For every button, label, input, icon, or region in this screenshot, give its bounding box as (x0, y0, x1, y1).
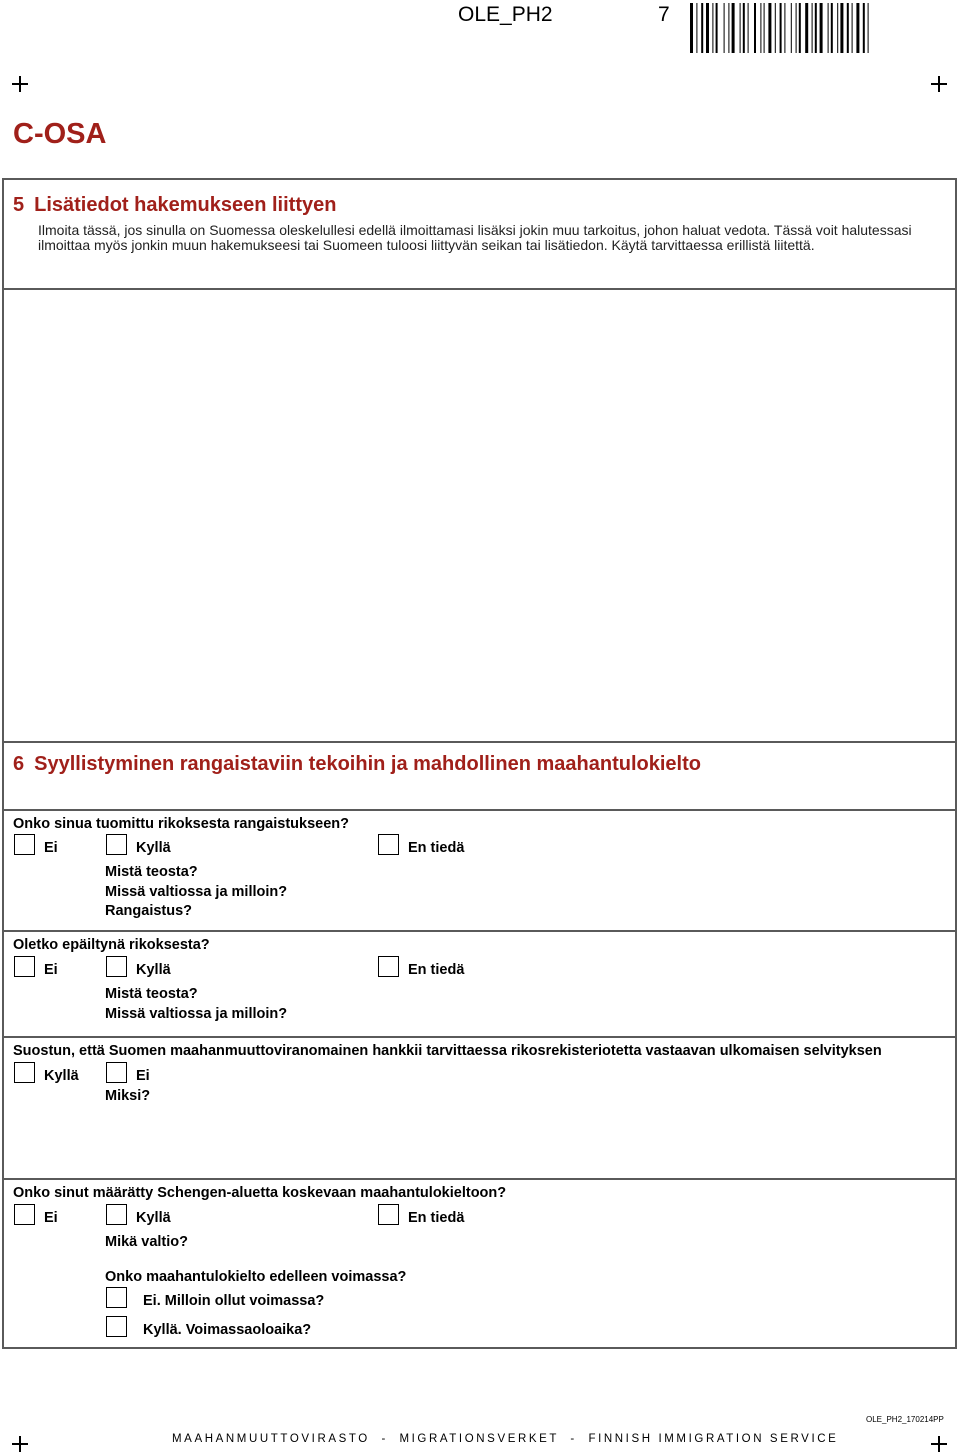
q4-still-valid-question: Onko maahantulokielto edelleen voimassa? (105, 1269, 407, 1285)
q4-still-valid-no-checkbox[interactable] (106, 1287, 127, 1308)
q3-question: Suostun, että Suomen maahanmuuttoviranomainen hankkii tarvittaessa rikosrekisteriotetta vastaavan ulkomaisen selvityksen (13, 1043, 882, 1059)
q1-unknown-label: En tiedä (408, 840, 465, 856)
section5-description: Ilmoita tässä, jos sinulla on Suomessa oleskelullesi edellä ilmoittamasi lisäksi jokin muu tarkoitus, johon haluat vedota. Tässä voit halutessasi ilmoittaa myös jonkin muun hakemukseesi tai Suomeen tuloosi liittyvän seikan tai lisätiedon. Käytä tarvittaessa erillistä liitettä. (38, 222, 912, 253)
section5-number: 5 (13, 194, 25, 216)
q4-no-label: Ei (44, 1210, 58, 1226)
part-title: C-OSA (13, 118, 107, 150)
q2-yes-checkbox[interactable] (106, 956, 127, 977)
q4-yes-checkbox[interactable] (106, 1204, 127, 1225)
q2-unknown-checkbox[interactable] (378, 956, 399, 977)
footer-agency: MAAHANMUUTTOVIRASTO - MIGRATIONSVERKET - FINNISH IMMIGRATION SERVICE (172, 1433, 839, 1445)
q3-yes-label: Kyllä (44, 1068, 79, 1084)
q3-no-label: Ei (136, 1068, 150, 1084)
q3-no-checkbox[interactable] (106, 1062, 127, 1083)
section6-title-text: Syyllistyminen rangaistaviin tekoihin ja mahdollinen maahantulokielto (34, 753, 701, 775)
q4-country-label: Mikä valtio? (105, 1234, 188, 1250)
registration-mark-icon (12, 1436, 28, 1452)
q1-penalty-label: Rangaistus? (105, 903, 193, 919)
section5-title-text: Lisätiedot hakemukseen liittyen (34, 194, 337, 216)
page-number: 7 (658, 3, 670, 26)
section5-text-area[interactable] (2, 288, 957, 743)
q4-unknown-checkbox[interactable] (378, 1204, 399, 1225)
q1-question: Onko sinua tuomittu rikoksesta rangaistukseen? (13, 816, 349, 832)
q1-no-checkbox[interactable] (14, 834, 35, 855)
q1-yes-checkbox[interactable] (106, 834, 127, 855)
q4-still-valid-no-label: Ei. Milloin ollut voimassa? (143, 1293, 325, 1309)
barcode-icon (690, 3, 922, 53)
q4-still-valid-yes-label: Kyllä. Voimassaoloaika? (143, 1322, 312, 1338)
q4-question: Onko sinut määrätty Schengen-aluetta koskevaan maahantulokieltoon? (13, 1185, 507, 1201)
q2-country-date-label: Missä valtiossa ja milloin? (105, 1006, 288, 1022)
q2-no-label: Ei (44, 962, 58, 978)
section5-title (13, 194, 336, 217)
section6-header-box (2, 741, 957, 811)
q2-offense-label: Mistä teosta? (105, 986, 198, 1002)
q4-unknown-label: En tiedä (408, 1210, 465, 1226)
q4-still-valid-yes-checkbox[interactable] (106, 1316, 127, 1337)
q1-unknown-checkbox[interactable] (378, 834, 399, 855)
q2-question: Oletko epäiltynä rikoksesta? (13, 937, 210, 953)
registration-mark-icon (931, 76, 947, 92)
q1-yes-label: Kyllä (136, 840, 171, 856)
section6-title (13, 753, 701, 776)
q1-offense-label: Mistä teosta? (105, 864, 198, 880)
footer-doc-code: OLE_PH2_170214PP (866, 1415, 944, 1424)
q2-unknown-label: En tiedä (408, 962, 465, 978)
q2-no-checkbox[interactable] (14, 956, 35, 977)
form-code: OLE_PH2 (458, 3, 553, 26)
section6-number: 6 (13, 753, 25, 775)
q4-yes-label: Kyllä (136, 1210, 171, 1226)
q3-reason-label: Miksi? (105, 1088, 151, 1104)
q3-yes-checkbox[interactable] (14, 1062, 35, 1083)
registration-mark-icon (12, 76, 28, 92)
q1-no-label: Ei (44, 840, 58, 856)
q2-yes-label: Kyllä (136, 962, 171, 978)
registration-mark-icon (931, 1436, 947, 1452)
q1-country-date-label: Missä valtiossa ja milloin? (105, 884, 288, 900)
q4-no-checkbox[interactable] (14, 1204, 35, 1225)
